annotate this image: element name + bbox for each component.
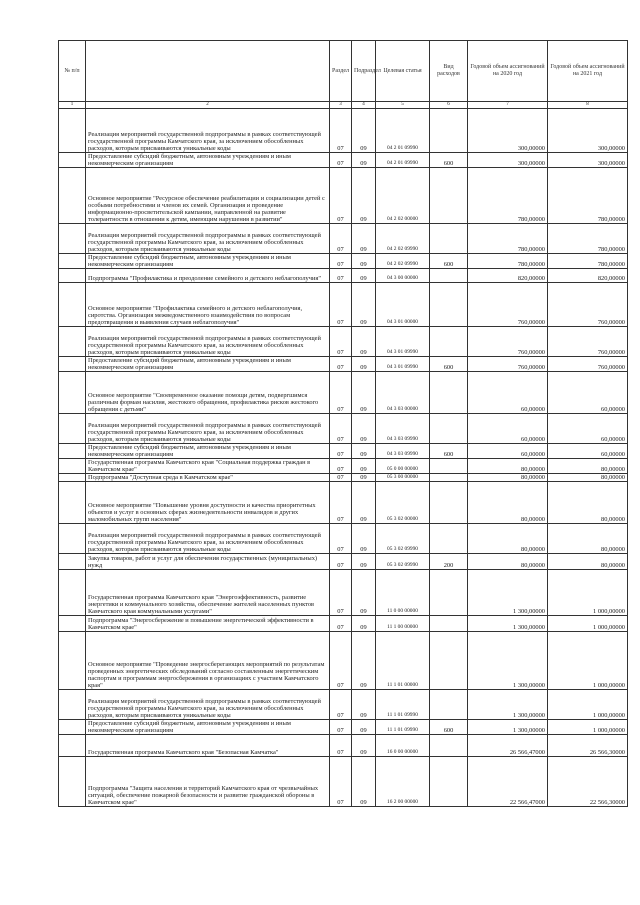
row-name: Реализация мероприятий государственной подпрограммы в рамках соответствующей государственной программы Камчатского края, за исключением обособленных расходов, которым присваиваются уникальные коды: [86, 327, 330, 357]
table-row: [59, 474, 628, 482]
row-podrazdel: 09: [352, 357, 376, 372]
row-razdel: 07: [330, 735, 352, 757]
row-podrazdel: 09: [352, 109, 376, 153]
header-2020: Годовой объем ассигнований на 2020 год: [468, 41, 548, 102]
column-number: 4: [352, 102, 376, 109]
row-name: Подпрограмма "Энергосбережение и повышение энергетической эффективности в Камчатском крае": [86, 616, 330, 632]
row-expense-type: [430, 524, 468, 554]
row-razdel: 07: [330, 570, 352, 616]
row-amount-2020: 820,00000: [468, 269, 548, 283]
table-row: [59, 720, 628, 735]
row-amount-2021: 760,00000: [548, 357, 628, 372]
row-amount-2021: 1 000,00000: [548, 632, 628, 690]
row-razdel: 07: [330, 109, 352, 153]
row-name: Основное мероприятие "Ресурсное обеспечение реабилитации и социализации детей с особыми потребностями и членов их семей. Организация и проведение информационно-просветительской кампании, направленной на развитие толерантности в отношении к детям, имеющим нарушения в развитии": [86, 168, 330, 224]
row-podrazdel: 09: [352, 720, 376, 735]
row-number: [59, 224, 86, 254]
row-razdel: 07: [330, 224, 352, 254]
row-name: Основное мероприятие "Своевременное оказание помощи детям, подвергшимся различным формам насилия, жестокого обращения, профилактика рисков жестокого обращения с детьми": [86, 372, 330, 414]
table-row: [59, 690, 628, 720]
row-razdel: 07: [330, 357, 352, 372]
row-number: [59, 735, 86, 757]
row-name: Основное мероприятие "Профилактика семейного и детского неблагополучия, сиротства. Организация межведомственного взаимодействия по вопросам предотвращения и выявления случаев неблагополучия": [86, 283, 330, 327]
row-name: Реализация мероприятий государственной подпрограммы в рамках соответствующей государственной программы Камчатского края, за исключением обособленных расходов, которым присваиваются уникальные коды: [86, 109, 330, 153]
row-razdel: 07: [330, 327, 352, 357]
table-row: [59, 735, 628, 757]
row-podrazdel: 09: [352, 224, 376, 254]
row-amount-2021: 1 000,00000: [548, 690, 628, 720]
table-row: [59, 254, 628, 269]
row-razdel: 07: [330, 444, 352, 459]
row-podrazdel: 09: [352, 632, 376, 690]
row-podrazdel: 09: [352, 372, 376, 414]
row-target-article: 11 1 01 09990: [376, 720, 430, 735]
row-expense-type: 600: [430, 254, 468, 269]
row-razdel: 07: [330, 153, 352, 168]
row-razdel: 07: [330, 459, 352, 474]
row-number: [59, 414, 86, 444]
row-expense-type: [430, 632, 468, 690]
row-amount-2021: 60,00000: [548, 414, 628, 444]
table-row: [59, 570, 628, 616]
row-number: [59, 459, 86, 474]
row-razdel: 07: [330, 414, 352, 444]
row-number: [59, 372, 86, 414]
row-amount-2020: 760,00000: [468, 357, 548, 372]
row-name: Предоставление субсидий бюджетным, автономным учреждениям и иным некоммерческим организациям: [86, 357, 330, 372]
row-expense-type: [430, 757, 468, 807]
row-amount-2020: 1 300,00000: [468, 632, 548, 690]
row-expense-type: [430, 168, 468, 224]
row-amount-2021: 760,00000: [548, 283, 628, 327]
row-podrazdel: 09: [352, 474, 376, 482]
row-number: [59, 720, 86, 735]
column-number: 7: [468, 102, 548, 109]
row-expense-type: [430, 459, 468, 474]
row-target-article: 11 1 01 00000: [376, 632, 430, 690]
row-expense-type: [430, 616, 468, 632]
row-number: [59, 632, 86, 690]
row-amount-2021: 22 566,30000: [548, 757, 628, 807]
row-expense-type: 600: [430, 720, 468, 735]
header-expense-type: Вид расходов: [430, 41, 468, 102]
table-row: [59, 109, 628, 153]
row-target-article: 04 2 02 09990: [376, 254, 430, 269]
row-amount-2020: 300,00000: [468, 109, 548, 153]
row-number: [59, 570, 86, 616]
row-target-article: 05 3 02 09990: [376, 554, 430, 570]
row-expense-type: [430, 570, 468, 616]
row-amount-2020: 80,00000: [468, 474, 548, 482]
row-amount-2020: 1 300,00000: [468, 616, 548, 632]
row-razdel: 07: [330, 372, 352, 414]
row-name: Подпрограмма "Защита населения и территорий Камчатского края от чрезвычайных ситуаций, обеспечение пожарной безопасности и развитие гражданской обороны в Камчатском крае": [86, 757, 330, 807]
row-target-article: 04 2 02 09990: [376, 224, 430, 254]
row-podrazdel: 09: [352, 459, 376, 474]
row-amount-2021: 60,00000: [548, 372, 628, 414]
row-podrazdel: 09: [352, 414, 376, 444]
row-number: [59, 327, 86, 357]
row-name: Государственная программа Камчатского края "Социальная поддержка граждан в Камчатском крае": [86, 459, 330, 474]
row-expense-type: [430, 327, 468, 357]
row-amount-2020: 80,00000: [468, 482, 548, 524]
row-podrazdel: 09: [352, 482, 376, 524]
row-name: Основное мероприятие "Проведение энергосберегающих мероприятий по результатам проведенных энергетических обследований согласно составленным энергетическим паспортам и программам энергосбережения в организациях с участием Камчатского края": [86, 632, 330, 690]
row-name: Подпрограмма "Доступная среда в Камчатском крае": [86, 474, 330, 482]
row-amount-2021: 300,00000: [548, 153, 628, 168]
row-amount-2020: 60,00000: [468, 414, 548, 444]
row-number: [59, 757, 86, 807]
row-amount-2020: 1 300,00000: [468, 690, 548, 720]
row-podrazdel: 09: [352, 690, 376, 720]
row-podrazdel: 09: [352, 327, 376, 357]
row-amount-2021: 780,00000: [548, 168, 628, 224]
row-amount-2020: 780,00000: [468, 168, 548, 224]
row-name: Реализация мероприятий государственной подпрограммы в рамках соответствующей государственной программы Камчатского края, за исключением обособленных расходов, которым присваиваются уникальные коды: [86, 690, 330, 720]
row-amount-2021: 80,00000: [548, 524, 628, 554]
row-amount-2020: 60,00000: [468, 372, 548, 414]
row-target-article: 04 2 01 09990: [376, 153, 430, 168]
row-name: Реализация мероприятий государственной подпрограммы в рамках соответствующей государственной программы Камчатского края, за исключением обособленных расходов, которым присваиваются уникальные коды: [86, 524, 330, 554]
table-row: [59, 269, 628, 283]
row-expense-type: [430, 224, 468, 254]
row-amount-2020: 26 566,47000: [468, 735, 548, 757]
row-podrazdel: 09: [352, 757, 376, 807]
row-expense-type: 600: [430, 357, 468, 372]
row-amount-2020: 780,00000: [468, 254, 548, 269]
row-number: [59, 616, 86, 632]
row-number: [59, 168, 86, 224]
table-row: [59, 372, 628, 414]
row-number: [59, 482, 86, 524]
row-number: [59, 109, 86, 153]
row-razdel: 07: [330, 616, 352, 632]
row-expense-type: [430, 109, 468, 153]
row-name: Реализация мероприятий государственной подпрограммы в рамках соответствующей государственной программы Камчатского края, за исключением обособленных расходов, которым присваиваются уникальные коды: [86, 224, 330, 254]
row-target-article: 16 2 00 00000: [376, 757, 430, 807]
row-razdel: 07: [330, 269, 352, 283]
row-name: Государственная программа Камчатского края "Безопасная Камчатка": [86, 735, 330, 757]
budget-table-sheet: [58, 40, 627, 807]
row-expense-type: 200: [430, 554, 468, 570]
row-expense-type: [430, 269, 468, 283]
table-row: [59, 414, 628, 444]
row-target-article: 04 3 00 00000: [376, 269, 430, 283]
row-target-article: 04 3 03 09990: [376, 444, 430, 459]
row-number: [59, 524, 86, 554]
table-row: [59, 357, 628, 372]
column-number: 5: [376, 102, 430, 109]
table-row: [59, 459, 628, 474]
row-number: [59, 554, 86, 570]
header-razdel: Раздел: [330, 41, 352, 102]
row-podrazdel: 09: [352, 283, 376, 327]
row-name: Закупка товаров, работ и услуг для обеспечения государственных (муниципальных) нужд: [86, 554, 330, 570]
table-row: [59, 757, 628, 807]
row-amount-2020: 22 566,47000: [468, 757, 548, 807]
table-row: [59, 327, 628, 357]
row-podrazdel: 09: [352, 524, 376, 554]
row-expense-type: [430, 690, 468, 720]
row-razdel: 07: [330, 283, 352, 327]
row-name: Основное мероприятие "Повышение уровня доступности и качества приоритетных объектов и услуг в основных сферах жизнедеятельности инвалидов и других маломобильных групп населения": [86, 482, 330, 524]
row-expense-type: [430, 482, 468, 524]
row-number: [59, 254, 86, 269]
column-number-row: [59, 102, 628, 109]
row-amount-2020: 80,00000: [468, 524, 548, 554]
table-row: [59, 444, 628, 459]
row-amount-2021: 820,00000: [548, 269, 628, 283]
row-expense-type: 600: [430, 153, 468, 168]
row-number: [59, 283, 86, 327]
row-razdel: 07: [330, 757, 352, 807]
table-row: [59, 632, 628, 690]
row-amount-2021: 80,00000: [548, 482, 628, 524]
row-target-article: 04 2 02 00000: [376, 168, 430, 224]
row-amount-2021: 1 000,00000: [548, 616, 628, 632]
row-amount-2020: 760,00000: [468, 283, 548, 327]
row-amount-2020: 780,00000: [468, 224, 548, 254]
row-name: Предоставление субсидий бюджетным, автономным учреждениям и иным некоммерческим организациям: [86, 720, 330, 735]
row-podrazdel: 09: [352, 735, 376, 757]
row-amount-2021: 1 000,00000: [548, 570, 628, 616]
row-name: Государственная программа Камчатского края "Энергоэффективность, развитие энергетики и коммунального хозяйства, обеспечение жителей населенных пунктов Камчатского края коммунальными услугами": [86, 570, 330, 616]
row-target-article: 04 3 03 09990: [376, 414, 430, 444]
row-razdel: 07: [330, 474, 352, 482]
row-amount-2020: 300,00000: [468, 153, 548, 168]
row-name: Реализация мероприятий государственной подпрограммы в рамках соответствующей государственной программы Камчатского края, за исключением обособленных расходов, которым присваиваются уникальные коды: [86, 414, 330, 444]
table-row: [59, 524, 628, 554]
row-razdel: 07: [330, 720, 352, 735]
row-expense-type: [430, 283, 468, 327]
row-podrazdel: 09: [352, 554, 376, 570]
row-target-article: 04 3 03 00000: [376, 372, 430, 414]
row-amount-2020: 1 300,00000: [468, 720, 548, 735]
row-target-article: 04 2 01 09990: [376, 109, 430, 153]
row-podrazdel: 09: [352, 153, 376, 168]
column-number: 1: [59, 102, 86, 109]
row-razdel: 07: [330, 254, 352, 269]
row-expense-type: [430, 474, 468, 482]
row-podrazdel: 09: [352, 616, 376, 632]
header-row: [59, 41, 628, 102]
row-target-article: 04 3 01 09990: [376, 357, 430, 372]
row-number: [59, 444, 86, 459]
column-number: 8: [548, 102, 628, 109]
table-row: [59, 283, 628, 327]
row-number: [59, 690, 86, 720]
row-target-article: 04 3 01 00000: [376, 283, 430, 327]
row-name: Предоставление субсидий бюджетным, автономным учреждениям и иным некоммерческим организациям: [86, 444, 330, 459]
budget-table: [58, 40, 628, 807]
row-razdel: 07: [330, 168, 352, 224]
header-num: № п/п: [59, 41, 86, 102]
row-target-article: 05 3 02 00000: [376, 482, 430, 524]
row-name: Предоставление субсидий бюджетным, автономным учреждениям и иным некоммерческим организациям: [86, 153, 330, 168]
row-name: Предоставление субсидий бюджетным, автономным учреждениям и иным некоммерческим организациям: [86, 254, 330, 269]
row-podrazdel: 09: [352, 570, 376, 616]
row-razdel: 07: [330, 524, 352, 554]
row-target-article: 05 3 02 09990: [376, 524, 430, 554]
column-number: 2: [86, 102, 330, 109]
row-amount-2020: 1 300,00000: [468, 570, 548, 616]
row-amount-2021: 80,00000: [548, 554, 628, 570]
row-amount-2021: 80,00000: [548, 474, 628, 482]
row-expense-type: [430, 414, 468, 444]
row-razdel: 07: [330, 482, 352, 524]
row-amount-2020: 760,00000: [468, 327, 548, 357]
row-podrazdel: 09: [352, 444, 376, 459]
header-name: [86, 41, 330, 102]
column-number: 6: [430, 102, 468, 109]
row-amount-2020: 80,00000: [468, 554, 548, 570]
row-amount-2021: 80,00000: [548, 459, 628, 474]
row-amount-2021: 1 000,00000: [548, 720, 628, 735]
row-podrazdel: 09: [352, 269, 376, 283]
row-expense-type: [430, 735, 468, 757]
row-number: [59, 269, 86, 283]
table-row: [59, 224, 628, 254]
row-target-article: 04 3 01 09990: [376, 327, 430, 357]
row-target-article: 05 3 00 00000: [376, 474, 430, 482]
header-target-article: Целевая статья: [376, 41, 430, 102]
table-row: [59, 168, 628, 224]
row-number: [59, 357, 86, 372]
row-razdel: 07: [330, 632, 352, 690]
row-amount-2021: 300,00000: [548, 109, 628, 153]
row-target-article: 11 1 00 00000: [376, 616, 430, 632]
row-expense-type: [430, 372, 468, 414]
row-podrazdel: 09: [352, 168, 376, 224]
table-row: [59, 482, 628, 524]
row-podrazdel: 09: [352, 254, 376, 269]
row-target-article: 11 0 00 00000: [376, 570, 430, 616]
header-podrazdel: Подраздел: [352, 41, 376, 102]
row-razdel: 07: [330, 554, 352, 570]
table-row: [59, 153, 628, 168]
header-2021: Годовой объем ассигнований на 2021 год: [548, 41, 628, 102]
row-target-article: 11 1 01 09990: [376, 690, 430, 720]
row-amount-2020: 60,00000: [468, 444, 548, 459]
row-amount-2021: 60,00000: [548, 444, 628, 459]
row-amount-2020: 80,00000: [468, 459, 548, 474]
table-body: [59, 109, 628, 807]
row-number: [59, 153, 86, 168]
row-expense-type: 600: [430, 444, 468, 459]
column-number: 3: [330, 102, 352, 109]
row-amount-2021: 780,00000: [548, 224, 628, 254]
table-row: [59, 616, 628, 632]
row-number: [59, 474, 86, 482]
table-row: [59, 554, 628, 570]
row-razdel: 07: [330, 690, 352, 720]
row-target-article: 16 0 00 00000: [376, 735, 430, 757]
row-amount-2021: 26 566,30000: [548, 735, 628, 757]
row-amount-2021: 760,00000: [548, 327, 628, 357]
row-amount-2021: 780,00000: [548, 254, 628, 269]
row-target-article: 05 0 00 00000: [376, 459, 430, 474]
row-name: Подпрограмма "Профилактика и преодоление семейного и детского неблагополучия": [86, 269, 330, 283]
